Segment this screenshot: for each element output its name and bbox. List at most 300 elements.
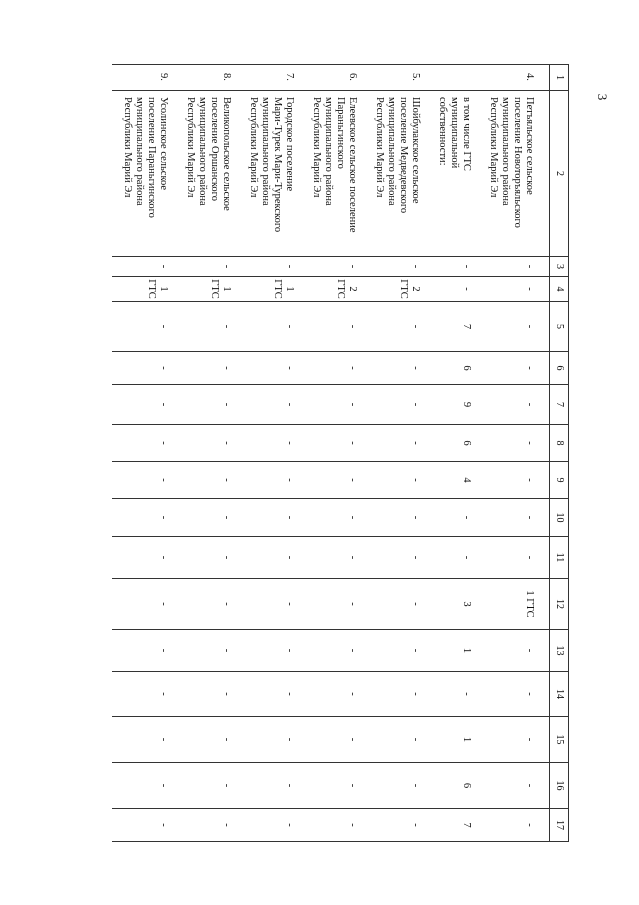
spacer-cell — [175, 499, 184, 537]
spacer-cell — [427, 672, 436, 717]
column-header: 2 — [550, 91, 569, 257]
value-cell: - — [436, 257, 478, 277]
value-cell: - — [247, 302, 301, 352]
spacer-cell — [301, 462, 310, 499]
spacer-cell — [175, 462, 184, 499]
column-header: 3 — [550, 257, 569, 277]
row-spacer — [238, 65, 247, 842]
value-cell: - — [247, 763, 301, 809]
table-row — [247, 65, 301, 842]
row-number: 6. — [310, 65, 364, 91]
row-number: 8. — [184, 65, 238, 91]
name-line: Республики Марий Эл — [488, 97, 499, 198]
spacer-cell — [112, 717, 121, 763]
spacer-cell — [478, 257, 487, 277]
spacer-cell — [301, 537, 310, 579]
value-cell: - — [247, 717, 301, 763]
spacer-cell — [238, 763, 247, 809]
column-header: 7 — [550, 385, 569, 425]
value-cell: - — [184, 385, 238, 425]
value-cell: - — [487, 809, 550, 842]
spacer-cell — [301, 763, 310, 809]
spacer-cell — [238, 809, 247, 842]
value-cell: - — [310, 630, 364, 672]
table-row — [436, 65, 478, 842]
value-cell: 3 — [436, 579, 478, 630]
spacer-cell — [301, 352, 310, 385]
spacer-cell — [301, 672, 310, 717]
value-cell: - — [184, 537, 238, 579]
value-cell: - — [373, 425, 427, 462]
settlement-name — [184, 91, 238, 257]
value-cell: - — [247, 499, 301, 537]
spacer-cell — [364, 425, 373, 462]
value-cell: - — [310, 579, 364, 630]
spacer-cell — [238, 579, 247, 630]
spacer-cell — [238, 672, 247, 717]
spacer-cell — [112, 277, 121, 302]
spacer-cell — [175, 763, 184, 809]
spacer-cell — [112, 91, 121, 257]
spacer-cell — [238, 257, 247, 277]
spacer-cell — [175, 579, 184, 630]
name-line: муниципальной — [449, 97, 460, 169]
value-cell: - — [121, 499, 175, 537]
column-header: 16 — [550, 763, 569, 809]
name-line: поселение Медведевского — [398, 97, 409, 214]
spacer-cell — [112, 579, 121, 630]
spacer-cell — [238, 352, 247, 385]
name-line: собственности: — [437, 97, 448, 166]
spacer-cell — [364, 630, 373, 672]
name-line: Параньгинского — [335, 97, 346, 169]
value-cell: - — [184, 302, 238, 352]
name-line: муниципального района — [500, 97, 511, 206]
spacer-cell — [112, 763, 121, 809]
spacer-cell — [301, 809, 310, 842]
column-header: 1 — [550, 65, 569, 91]
name-line: Городское поселение — [284, 97, 295, 192]
spacer-cell — [301, 385, 310, 425]
value-cell: 1 ГТС — [184, 277, 238, 302]
name-line: Мари-Турек Мари-Турекского — [272, 97, 283, 233]
value-cell: - — [487, 277, 550, 302]
column-header: 10 — [550, 499, 569, 537]
spacer-cell — [301, 499, 310, 537]
spacer-cell — [238, 630, 247, 672]
value-cell: - — [310, 425, 364, 462]
spacer-cell — [478, 537, 487, 579]
spacer-cell — [478, 65, 487, 91]
row-spacer — [175, 65, 184, 842]
value-cell: - — [310, 499, 364, 537]
table-row — [121, 65, 175, 842]
value-cell: - — [310, 537, 364, 579]
value-cell: - — [184, 672, 238, 717]
value-cell: - — [436, 672, 478, 717]
spacer-cell — [112, 499, 121, 537]
spacer-cell — [364, 672, 373, 717]
spacer-cell — [427, 385, 436, 425]
value-cell: - — [487, 462, 550, 499]
name-line: Шойбулакское сельское — [410, 97, 421, 204]
spacer-cell — [427, 277, 436, 302]
value-cell: - — [373, 499, 427, 537]
value-cell: - — [436, 277, 478, 302]
spacer-cell — [478, 499, 487, 537]
name-line: Республики Марий Эл — [185, 97, 196, 198]
page-number: 3 — [595, 93, 610, 101]
value-cell: 6 — [436, 425, 478, 462]
value-cell: - — [487, 763, 550, 809]
value-cell: - — [247, 462, 301, 499]
value-cell: - — [184, 630, 238, 672]
value-cell: - — [121, 425, 175, 462]
value-cell: 1 — [436, 717, 478, 763]
column-header: 5 — [550, 302, 569, 352]
value-cell: 1 ГТС — [247, 277, 301, 302]
column-header: 17 — [550, 809, 569, 842]
value-cell: - — [487, 537, 550, 579]
value-cell: - — [247, 630, 301, 672]
settlement-name — [121, 91, 175, 257]
value-cell: - — [373, 352, 427, 385]
settlement-name — [247, 91, 301, 257]
value-cell: - — [121, 809, 175, 842]
spacer-cell — [301, 65, 310, 91]
spacer-cell — [238, 425, 247, 462]
value-cell: 7 — [436, 809, 478, 842]
spacer-cell — [427, 91, 436, 257]
name-line: муниципального района — [134, 97, 145, 206]
spacer-cell — [364, 499, 373, 537]
spacer-cell — [427, 630, 436, 672]
spacer-cell — [478, 630, 487, 672]
value-cell: - — [121, 717, 175, 763]
spacer-cell — [364, 302, 373, 352]
table-row — [310, 65, 364, 842]
spacer-cell — [301, 91, 310, 257]
spacer-cell — [364, 277, 373, 302]
spacer-cell — [238, 91, 247, 257]
name-line: Елеевское сельское поселение — [347, 97, 358, 233]
column-header: 4 — [550, 277, 569, 302]
spacer-cell — [112, 65, 121, 91]
spacer-cell — [427, 763, 436, 809]
value-cell: - — [247, 537, 301, 579]
spacer-cell — [364, 352, 373, 385]
value-cell: 6 — [436, 352, 478, 385]
spacer-cell — [175, 537, 184, 579]
spacer-cell — [112, 672, 121, 717]
value-cell: - — [184, 257, 238, 277]
value-cell: 1 ГТС — [121, 277, 175, 302]
value-cell: - — [121, 579, 175, 630]
value-cell: - — [487, 352, 550, 385]
spacer-cell — [364, 91, 373, 257]
value-cell: 1 ГТС — [487, 579, 550, 630]
spacer-cell — [478, 579, 487, 630]
spacer-cell — [478, 302, 487, 352]
value-cell: 6 — [436, 763, 478, 809]
value-cell: - — [373, 809, 427, 842]
name-line: Великопольское сельское — [221, 97, 232, 211]
value-cell: - — [310, 809, 364, 842]
spacer-cell — [427, 65, 436, 91]
name-line: поселение Оршанского — [209, 97, 220, 201]
column-header: 14 — [550, 672, 569, 717]
spacer-cell — [175, 630, 184, 672]
spacer-cell — [427, 809, 436, 842]
value-cell: - — [247, 579, 301, 630]
spacer-cell — [301, 579, 310, 630]
spacer-cell — [301, 277, 310, 302]
column-header: 11 — [550, 537, 569, 579]
name-line: в том числе ГТС — [461, 97, 472, 171]
value-cell: - — [310, 672, 364, 717]
value-cell: - — [184, 763, 238, 809]
value-cell: - — [373, 462, 427, 499]
spacer-cell — [238, 499, 247, 537]
name-line: Республики Марий Эл — [122, 97, 133, 198]
spacer-cell — [238, 277, 247, 302]
value-cell: - — [487, 499, 550, 537]
value-cell: 1 — [436, 630, 478, 672]
spacer-cell — [238, 537, 247, 579]
spacer-cell — [112, 425, 121, 462]
value-cell: - — [310, 302, 364, 352]
value-cell: - — [487, 257, 550, 277]
spacer-cell — [301, 257, 310, 277]
spacer-cell — [301, 302, 310, 352]
column-header: 13 — [550, 630, 569, 672]
column-header: 15 — [550, 717, 569, 763]
spacer-cell — [478, 809, 487, 842]
spacer-cell — [427, 352, 436, 385]
settlement-name — [373, 91, 427, 257]
value-cell: 4 — [436, 462, 478, 499]
value-cell: - — [121, 257, 175, 277]
settlement-name — [310, 91, 364, 257]
row-spacer — [364, 65, 373, 842]
value-cell: - — [436, 537, 478, 579]
row-spacer — [478, 65, 487, 842]
spacer-cell — [478, 462, 487, 499]
spacer-cell — [175, 717, 184, 763]
column-header: 9 — [550, 462, 569, 499]
value-cell: - — [487, 717, 550, 763]
spacer-cell — [478, 385, 487, 425]
value-cell: - — [373, 385, 427, 425]
value-cell: - — [310, 385, 364, 425]
spacer-cell — [112, 630, 121, 672]
value-cell: - — [373, 537, 427, 579]
row-number: 4. — [487, 65, 550, 91]
value-cell: - — [487, 425, 550, 462]
spacer-cell — [301, 717, 310, 763]
spacer-cell — [112, 537, 121, 579]
value-cell: - — [310, 462, 364, 499]
value-cell: - — [184, 352, 238, 385]
data-table — [112, 64, 569, 842]
value-cell: - — [184, 809, 238, 842]
name-line: Республики Марий Эл — [248, 97, 259, 198]
value-cell: - — [121, 352, 175, 385]
settlement-name — [487, 91, 550, 257]
spacer-cell — [301, 630, 310, 672]
spacer-cell — [112, 462, 121, 499]
spacer-cell — [364, 537, 373, 579]
name-line: Усолинское сельское — [158, 97, 169, 191]
value-cell: - — [373, 717, 427, 763]
spacer-cell — [175, 385, 184, 425]
value-cell: - — [487, 672, 550, 717]
value-cell: - — [121, 385, 175, 425]
spacer-cell — [364, 257, 373, 277]
row-number — [436, 65, 478, 91]
spacer-cell — [478, 717, 487, 763]
value-cell: - — [247, 385, 301, 425]
spacer-cell — [364, 65, 373, 91]
row-number: 7. — [247, 65, 301, 91]
table-row — [487, 65, 550, 842]
spacer-cell — [175, 65, 184, 91]
value-cell: 7 — [436, 302, 478, 352]
spacer-cell — [427, 537, 436, 579]
settlement-name — [436, 91, 478, 257]
spacer-cell — [112, 809, 121, 842]
value-cell: - — [310, 763, 364, 809]
spacer-cell — [175, 277, 184, 302]
value-cell: - — [310, 352, 364, 385]
spacer-cell — [364, 763, 373, 809]
spacer-cell — [112, 257, 121, 277]
value-cell: - — [487, 385, 550, 425]
row-spacer — [112, 65, 121, 842]
name-line: Петъяльское сельское — [524, 97, 535, 195]
value-cell: - — [373, 763, 427, 809]
header-row — [550, 65, 569, 842]
value-cell: - — [373, 579, 427, 630]
spacer-cell — [427, 425, 436, 462]
spacer-cell — [175, 809, 184, 842]
spacer-cell — [427, 579, 436, 630]
value-cell: - — [373, 672, 427, 717]
spacer-cell — [238, 462, 247, 499]
spacer-cell — [478, 277, 487, 302]
value-cell: - — [247, 809, 301, 842]
value-cell: - — [121, 672, 175, 717]
spacer-cell — [478, 91, 487, 257]
spacer-cell — [427, 257, 436, 277]
name-line: поселение Новоторъяльского — [512, 97, 523, 228]
spacer-cell — [238, 302, 247, 352]
name-line: муниципального района — [323, 97, 334, 206]
value-cell: - — [184, 579, 238, 630]
value-cell: 2 ГТС — [373, 277, 427, 302]
table-header — [550, 65, 569, 842]
spacer-cell — [478, 672, 487, 717]
name-line: Республики Марий Эл — [374, 97, 385, 198]
spacer-cell — [427, 462, 436, 499]
value-cell: 9 — [436, 385, 478, 425]
value-cell: - — [184, 462, 238, 499]
spacer-cell — [175, 352, 184, 385]
spacer-cell — [238, 385, 247, 425]
spacer-cell — [112, 352, 121, 385]
value-cell: - — [310, 257, 364, 277]
value-cell: - — [373, 302, 427, 352]
spacer-cell — [175, 302, 184, 352]
value-cell: - — [310, 717, 364, 763]
value-cell: - — [184, 425, 238, 462]
name-line: муниципального района — [386, 97, 397, 206]
row-spacer — [427, 65, 436, 842]
spacer-cell — [175, 425, 184, 462]
spacer-cell — [112, 385, 121, 425]
name-line: поселение Параньгинского — [146, 97, 157, 218]
spacer-cell — [364, 462, 373, 499]
spacer-cell — [301, 425, 310, 462]
value-cell: - — [184, 499, 238, 537]
spacer-cell — [364, 579, 373, 630]
spacer-cell — [238, 717, 247, 763]
name-line: Республики Марий Эл — [311, 97, 322, 198]
row-number: 5. — [373, 65, 427, 91]
value-cell: - — [121, 630, 175, 672]
value-cell: - — [121, 537, 175, 579]
value-cell: - — [184, 717, 238, 763]
value-cell: - — [121, 462, 175, 499]
spacer-cell — [478, 352, 487, 385]
spacer-cell — [427, 302, 436, 352]
table-row — [373, 65, 427, 842]
spacer-cell — [112, 302, 121, 352]
name-line: муниципального района — [260, 97, 271, 206]
spacer-cell — [427, 717, 436, 763]
value-cell: - — [247, 425, 301, 462]
table-row — [184, 65, 238, 842]
name-line: муниципального района — [197, 97, 208, 206]
table-body — [112, 65, 550, 842]
value-cell: - — [373, 630, 427, 672]
spacer-cell — [364, 385, 373, 425]
spacer-cell — [238, 65, 247, 91]
value-cell: - — [121, 763, 175, 809]
spacer-cell — [175, 91, 184, 257]
row-spacer — [301, 65, 310, 842]
value-cell: - — [247, 352, 301, 385]
value-cell: - — [487, 630, 550, 672]
spacer-cell — [427, 499, 436, 537]
value-cell: 2 ГТС — [310, 277, 364, 302]
column-header: 12 — [550, 579, 569, 630]
spacer-cell — [175, 672, 184, 717]
spacer-cell — [364, 717, 373, 763]
column-header: 8 — [550, 425, 569, 462]
spacer-cell — [478, 763, 487, 809]
spacer-cell — [364, 809, 373, 842]
row-number: 9. — [121, 65, 175, 91]
value-cell: - — [373, 257, 427, 277]
spacer-cell — [478, 425, 487, 462]
value-cell: - — [436, 499, 478, 537]
spacer-cell — [175, 257, 184, 277]
value-cell: - — [121, 302, 175, 352]
column-header: 6 — [550, 352, 569, 385]
value-cell: - — [247, 257, 301, 277]
value-cell: - — [487, 302, 550, 352]
